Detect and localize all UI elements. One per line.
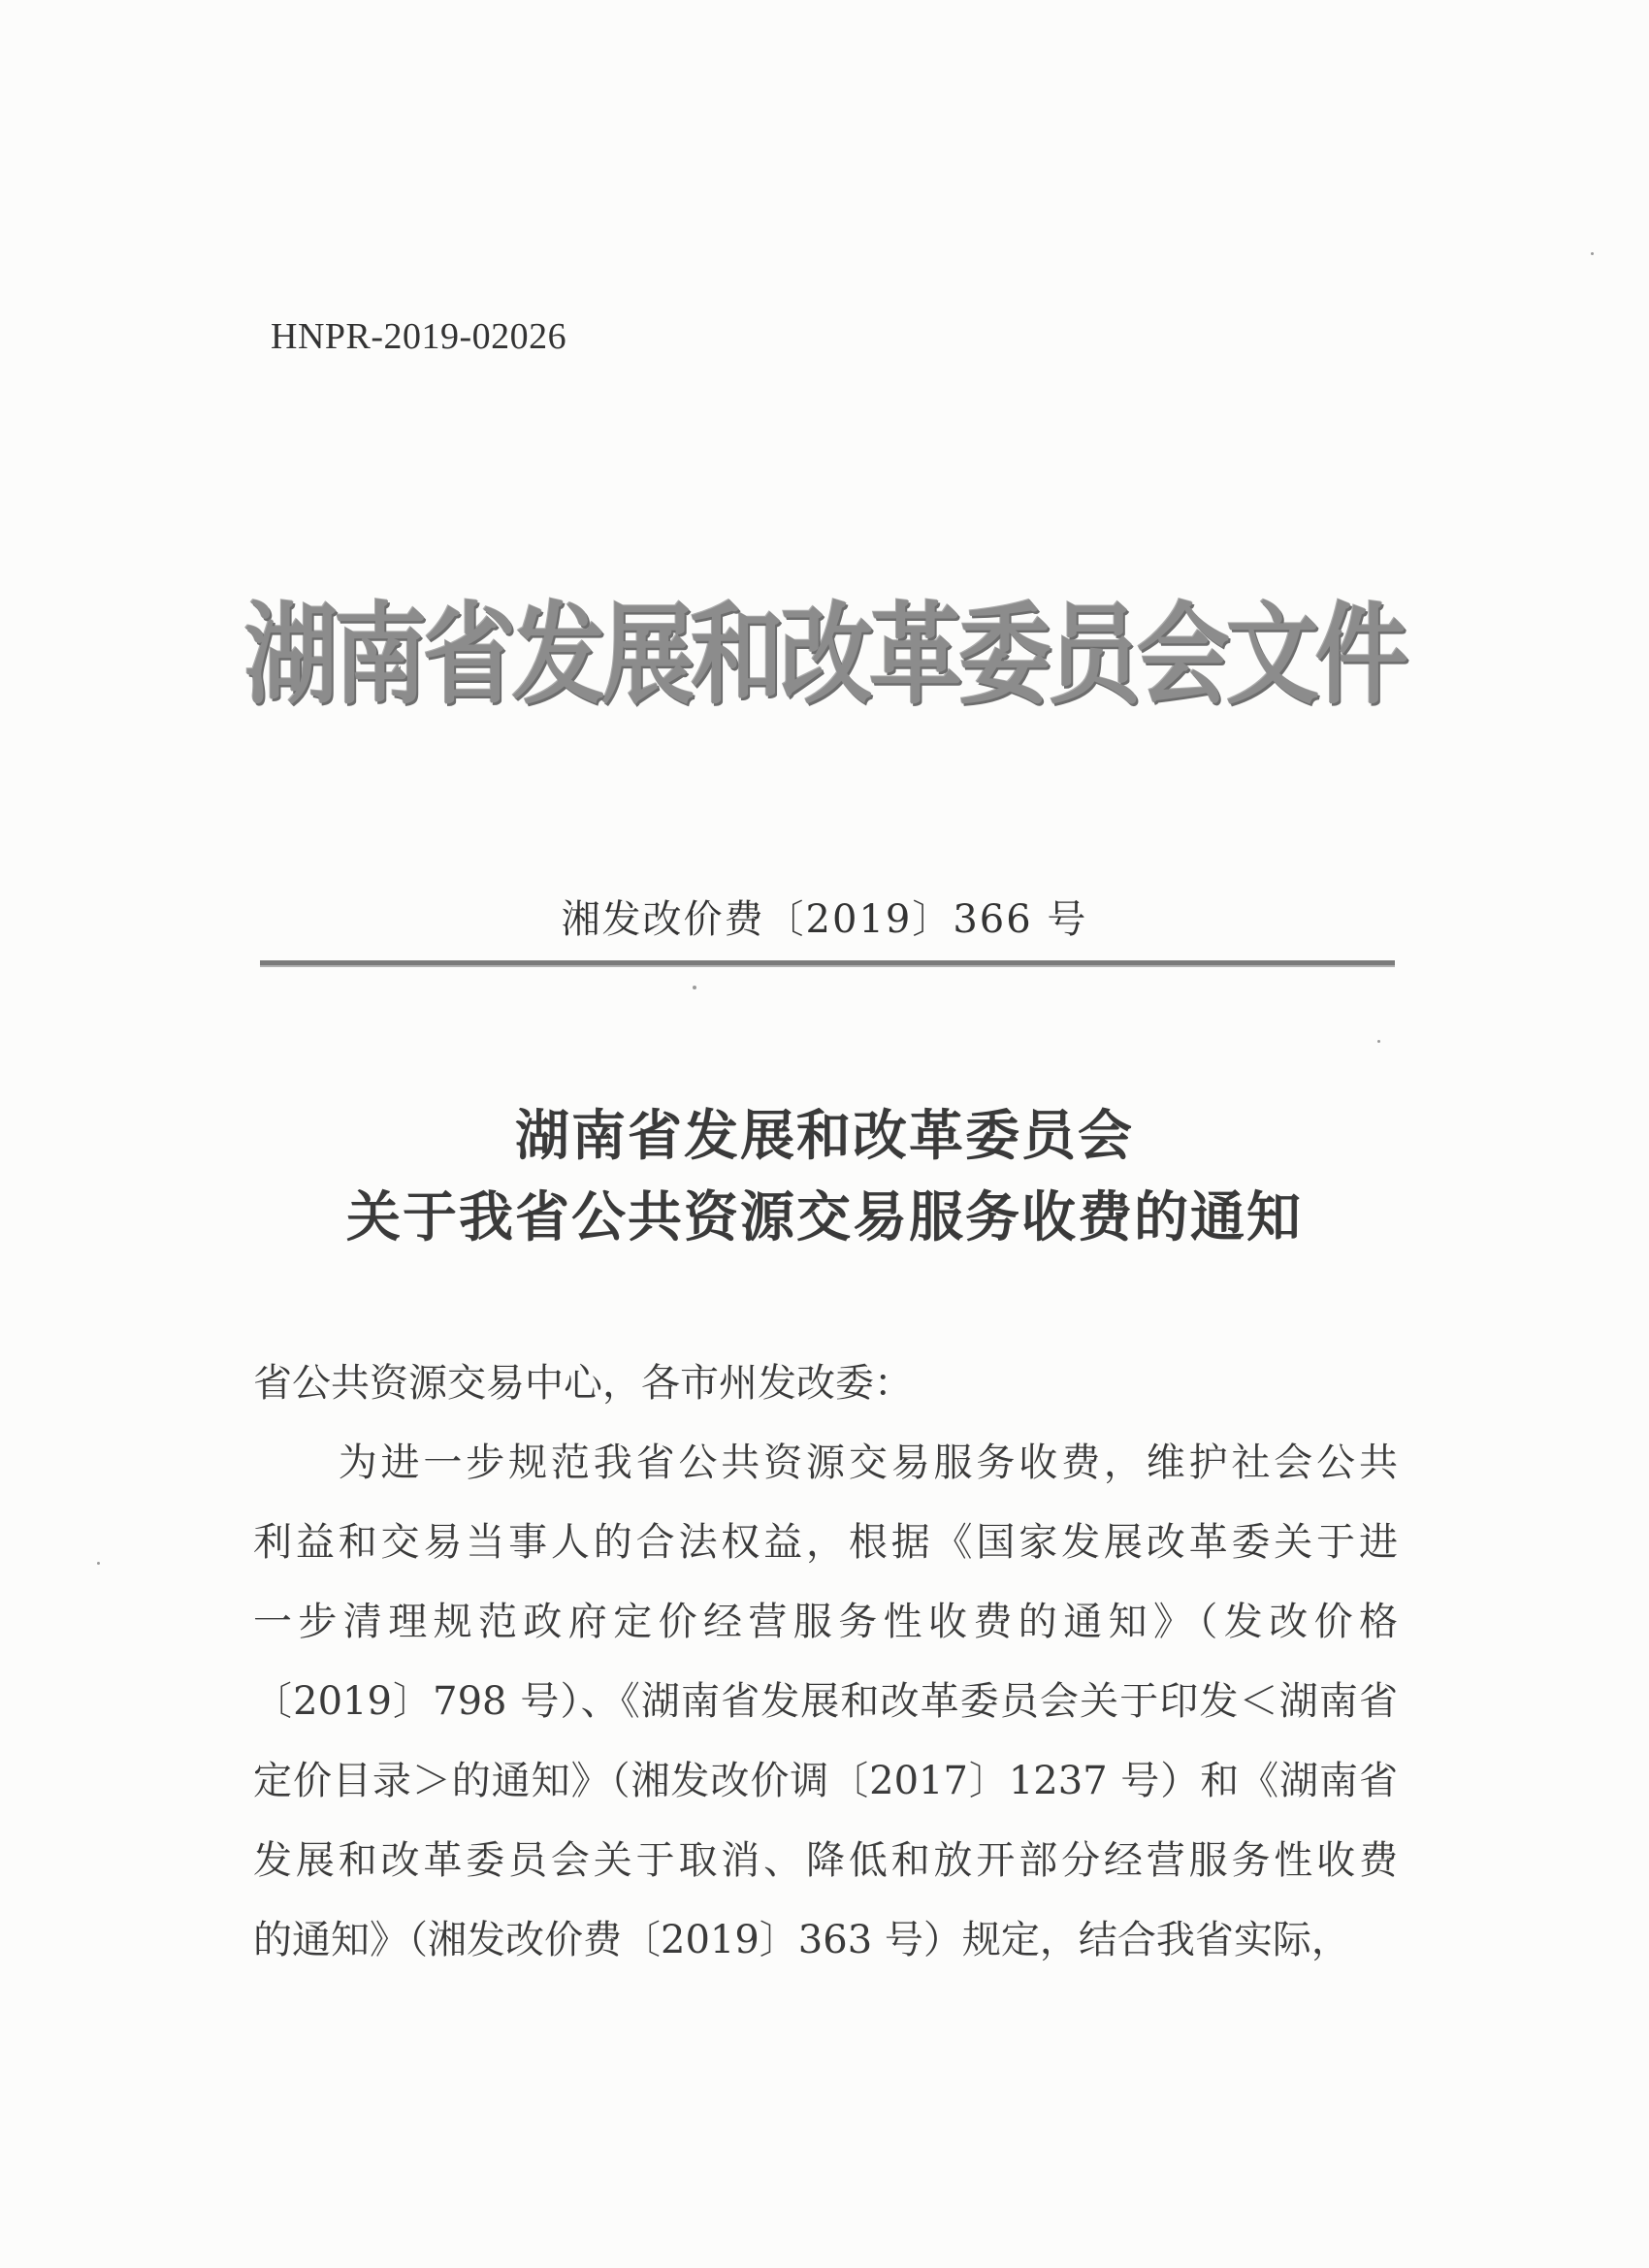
scan-speck	[1377, 1040, 1380, 1043]
header-divider	[260, 960, 1395, 967]
body-line: 定价目录＞的通知》（湘发改价调〔2017〕1237 号）和《湖南省	[253, 1759, 1398, 1803]
scan-speck	[97, 1562, 100, 1565]
addressee: 省公共资源交易中心，各市州发改委：	[253, 1361, 913, 1406]
issuer-header-title: 湖南省发展和改革委员会文件	[244, 591, 1405, 720]
document-id: HNPR-2019-02026	[271, 316, 567, 357]
body-line: 的通知》（湘发改价费〔2019〕363 号）规定，结合我省实际，	[253, 1918, 1350, 1962]
scan-speck	[1591, 252, 1594, 255]
body-line: 利益和交易当事人的合法权益，根据《国家发展改革委关于进	[253, 1520, 1398, 1565]
notice-title	[0, 1096, 1649, 1259]
notice-title-line-1: 湖南省发展和改革委员会	[515, 1105, 1134, 1168]
notice-title-line-2: 关于我省公共资源交易服务收费的通知	[346, 1186, 1303, 1249]
body-line: 为进一步规范我省公共资源交易服务收费，维护社会公共	[253, 1441, 1398, 1485]
body-line: 〔2019〕798 号）、《湖南省发展和改革委员会关于印发＜湖南省	[253, 1679, 1398, 1724]
body-line: 发展和改革委员会关于取消、降低和放开部分经营服务性收费	[253, 1838, 1398, 1883]
body-line: 一步清理规范政府定价经营服务性收费的通知》（发改价格	[253, 1600, 1398, 1644]
document-number: 湘发改价费〔2019〕366 号	[561, 897, 1088, 942]
scan-speck	[693, 986, 696, 989]
notice-body	[253, 1344, 1398, 1980]
